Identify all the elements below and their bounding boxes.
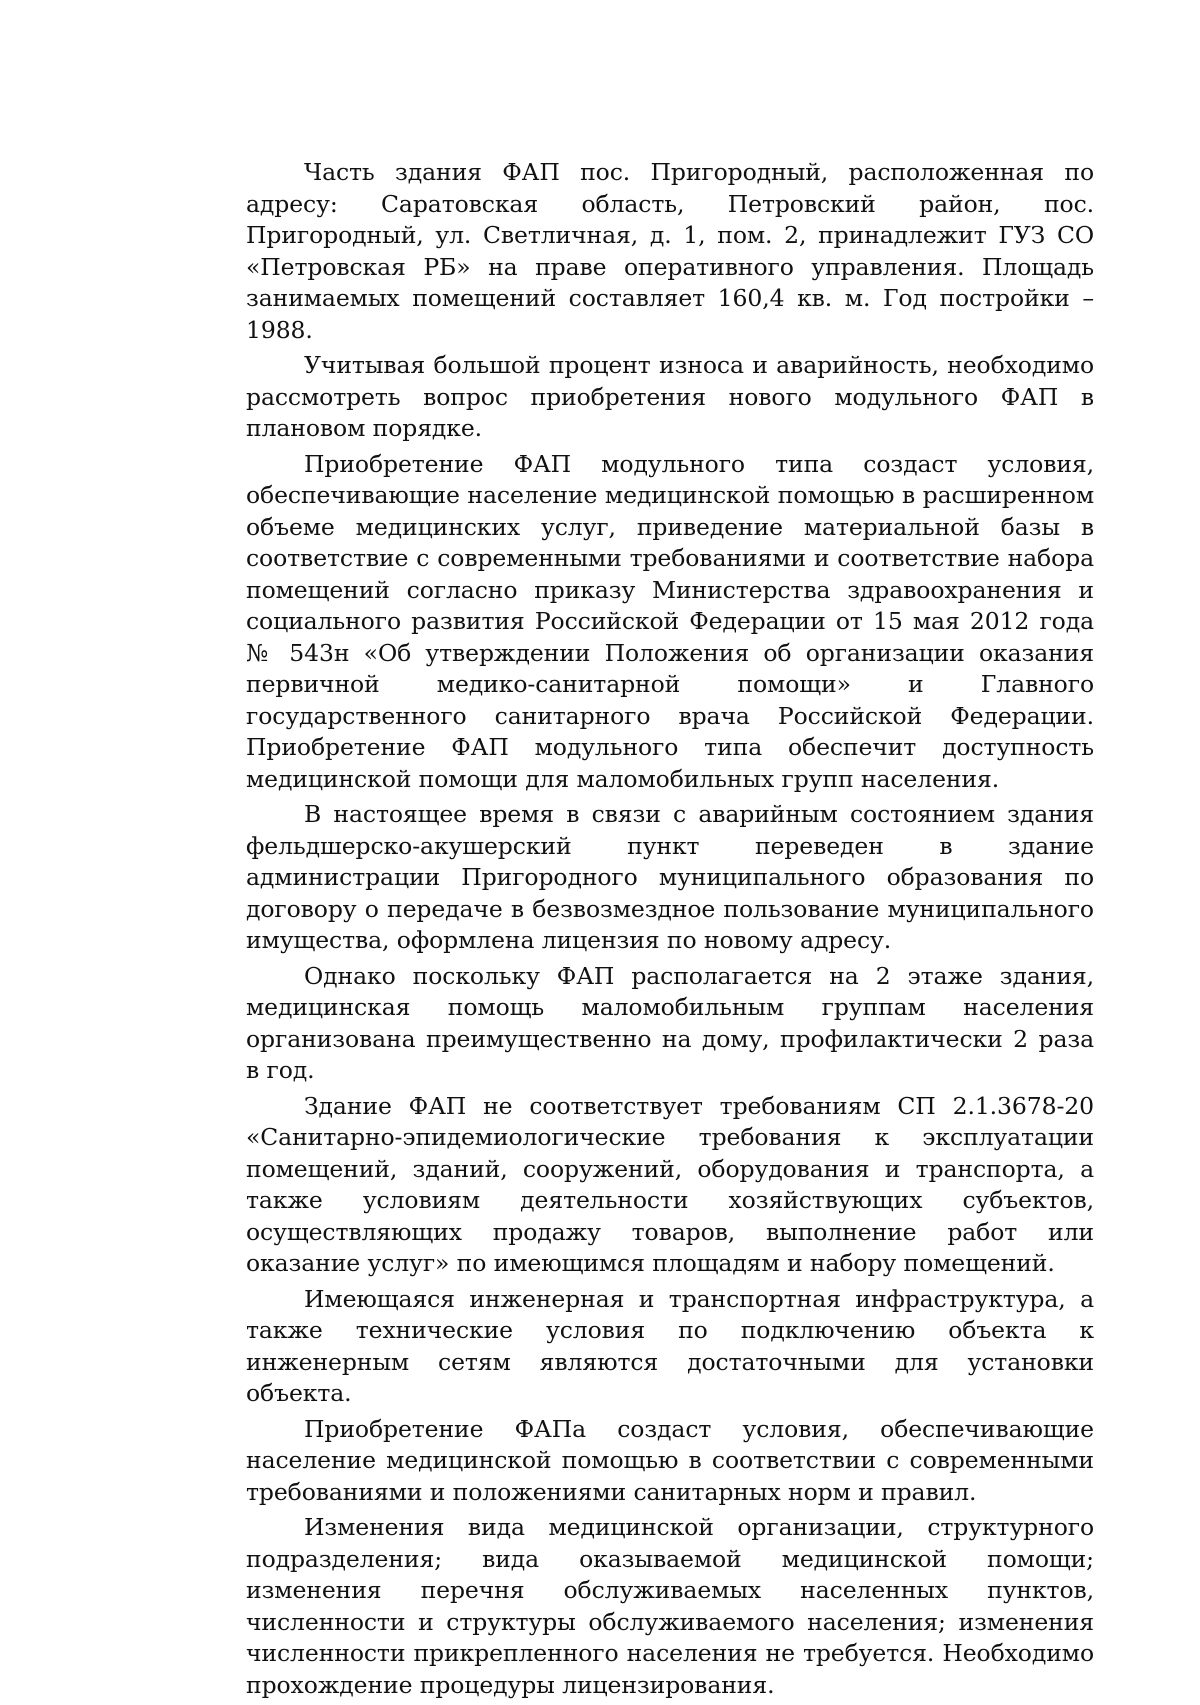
paragraph-second-floor: Однако поскольку ФАП располагается на 2 этаже здания, медицинская помощь маломобильным группам населения организована преимущественно на дому, профилактически 2 раза в год. bbox=[246, 961, 1094, 1084]
document-body bbox=[246, 157, 1094, 1705]
paragraph-modular-fap-benefits: Приобретение ФАП модульного типа создаст условия, обеспечивающие население медицинской помощью в расширенном объеме медицинских услуг, приведение материальной базы в соответствие с современными требованиями и соответствие набора помещений согласно приказу Министерства здравоохранения и социального развития Российской Федерации от 15 мая 2012 года № 543н «Об утверждении Положения об организации оказания первичной медико-санитарной помощи» и Главного государственного санитарного врача Российской Федерации. Приобретение ФАП модульного типа обеспечит доступность медицинской помощи для маломобильных групп населения. bbox=[246, 449, 1094, 793]
paragraph-infrastructure: Имеющаяся инженерная и транспортная инфраструктура, а также технические условия по подключению объекта к инженерным сетям являются достаточными для установки объекта. bbox=[246, 1284, 1094, 1407]
paragraph-purchase-conditions: Приобретение ФАПа создаст условия, обеспечивающие население медицинской помощью в соответствии с современными требованиями и положениями санитарных норм и правил. bbox=[246, 1414, 1094, 1506]
paragraph-building-ownership: Часть здания ФАП пос. Пригородный, расположенная по адресу: Саратовская область, Петровский район, пос. Пригородный, ул. Светличная, д. 1, пом. 2, принадлежит ГУЗ СО «Петровская РБ» на праве оперативного управления. Площадь занимаемых помещений составляет 160,4 кв. м. Год постройки – 1988. bbox=[246, 158, 1094, 344]
paragraph-sanitary-requirements: Здание ФАП не соответствует требованиям СП 2.1.3678-20 «Санитарно-эпидемиологические требования к эксплуатации помещений, зданий, сооружений, оборудования и транспорта, а также условиям деятельности хозяйствующих субъектов, осуществляющих продажу товаров, выполнение работ или оказание услуг» по имеющимся площадям и набору помещений. bbox=[246, 1091, 1094, 1277]
paragraph-relocation: В настоящее время в связи с аварийным состоянием здания фельдшерско-акушерский пункт переведен в здание администрации Пригородного муниципального образования по договору о передаче в безвозмездное пользование муниципального имущества, оформлена лицензия по новому адресу. bbox=[246, 800, 1094, 954]
paragraph-licensing: Изменения вида медицинской организации, структурного подразделения; вида оказываемой медицинской помощи; изменения перечня обслуживаемых населенных пунктов, численности и структуры обслуживаемого населения; изменения численности прикрепленного населения не требуется. Необходимо прохождение процедуры лицензирования. bbox=[246, 1513, 1094, 1699]
paragraph-wear-and-replacement: Учитывая большой процент износа и аварийность, необходимо рассмотреть вопрос приобретения нового модульного ФАП в плановом порядке. bbox=[246, 351, 1094, 442]
